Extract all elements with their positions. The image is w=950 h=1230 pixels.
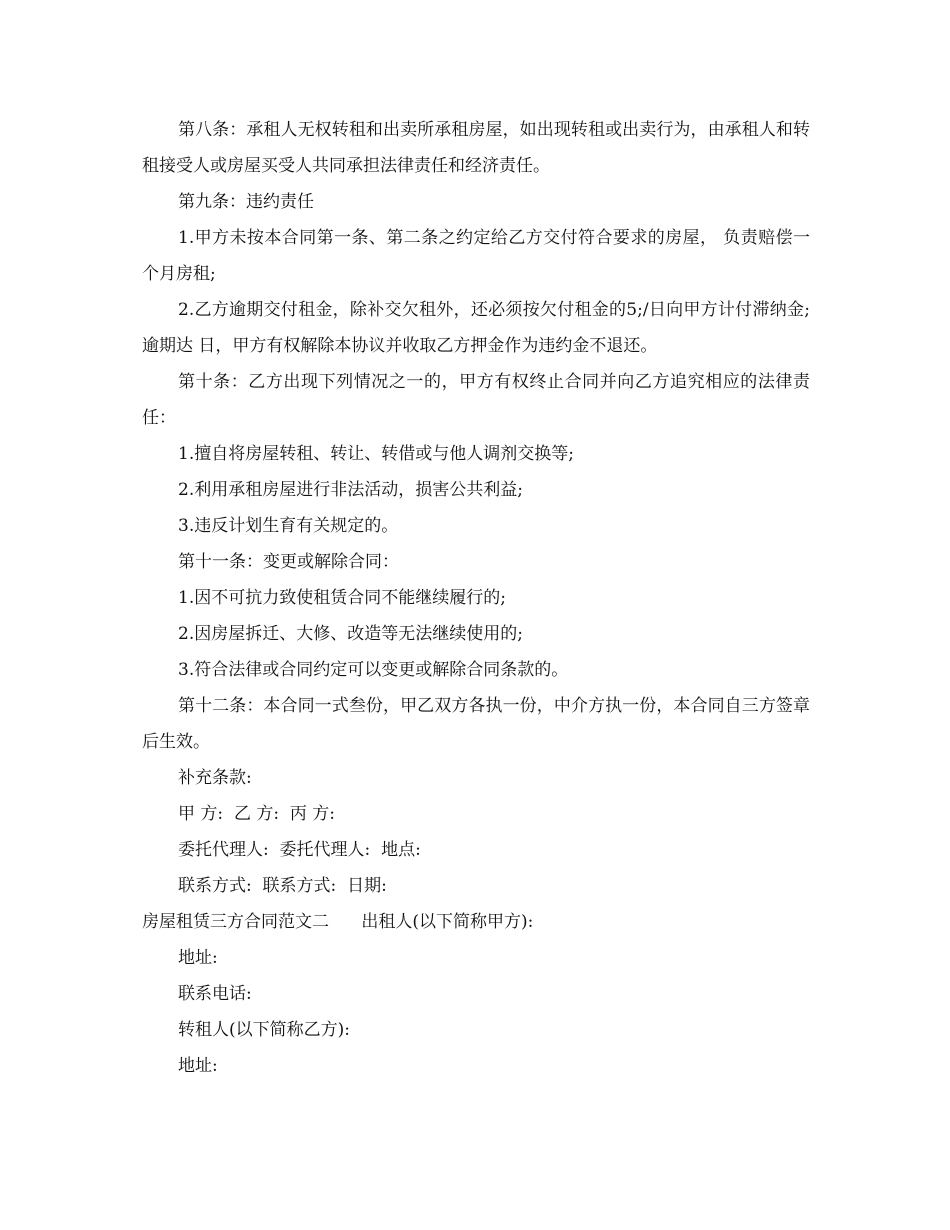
sublessor-label: 转租人(以下简称乙方): <box>178 1020 350 1040</box>
article-8: 第八条：承租人无权转租和出卖所承租房屋，如出现转租或出卖行为，由承租人和转租接受人或房屋买受人共同承担法律责任和经济责任。 <box>142 120 810 176</box>
article-9-heading: 第九条：违约责任 <box>178 192 314 212</box>
article-10-item-2: 2.利用承租房屋进行非法活动，损害公共利益; <box>178 480 523 500</box>
article-10-item-1: 1.擅自将房屋转租、转让、转借或与他人调剂交换等; <box>178 444 574 464</box>
article-10: 第十条：乙方出现下列情况之一的，甲方有权终止合同并向乙方追究相应的法律责任： <box>142 372 810 428</box>
article-9-item-1: 1.甲方未按本合同第一条、第二条之约定给乙方交付符合要求的房屋， 负责赔偿一个月房租; <box>142 228 810 284</box>
article-11-item-3: 3.符合法律或合同约定可以变更或解除合同条款的。 <box>178 660 569 680</box>
lessor-address: 地址: <box>178 948 218 968</box>
document-body <box>142 112 810 1084</box>
article-11-item-1: 1.因不可抗力致使租赁合同不能继续履行的; <box>178 588 506 608</box>
supplementary-terms: 补充条款: <box>178 768 252 788</box>
article-12: 第十二条：本合同一式叁份，甲乙双方各执一份，中介方执一份，本合同自三方签章后生效。 <box>142 696 810 752</box>
signature-contacts: 联系方式: 联系方式: 日期: <box>178 876 387 896</box>
sublessor-address: 地址: <box>178 1056 218 1076</box>
article-9-item-2: 2.乙方逾期交付租金，除补交欠租外，还必须按欠付租金的5;/日向甲方计付滞纳金;逾期达 日，甲方有权解除本协议并收取乙方押金作为违约金不退还。 <box>142 300 810 356</box>
article-11: 第十一条：变更或解除合同： <box>178 552 399 572</box>
sample-two-title: 房屋租赁三方合同范文二 出租人(以下简称甲方): <box>142 912 534 932</box>
article-11-item-2: 2.因房屋拆迁、大修、改造等无法继续使用的; <box>178 624 523 644</box>
lessor-phone: 联系电话: <box>178 984 252 1004</box>
signature-parties: 甲 方: 乙 方: 丙 方: <box>178 804 336 824</box>
article-10-item-3: 3.违反计划生育有关规定的。 <box>178 516 399 536</box>
signature-agents: 委托代理人: 委托代理人: 地点: <box>178 840 421 860</box>
